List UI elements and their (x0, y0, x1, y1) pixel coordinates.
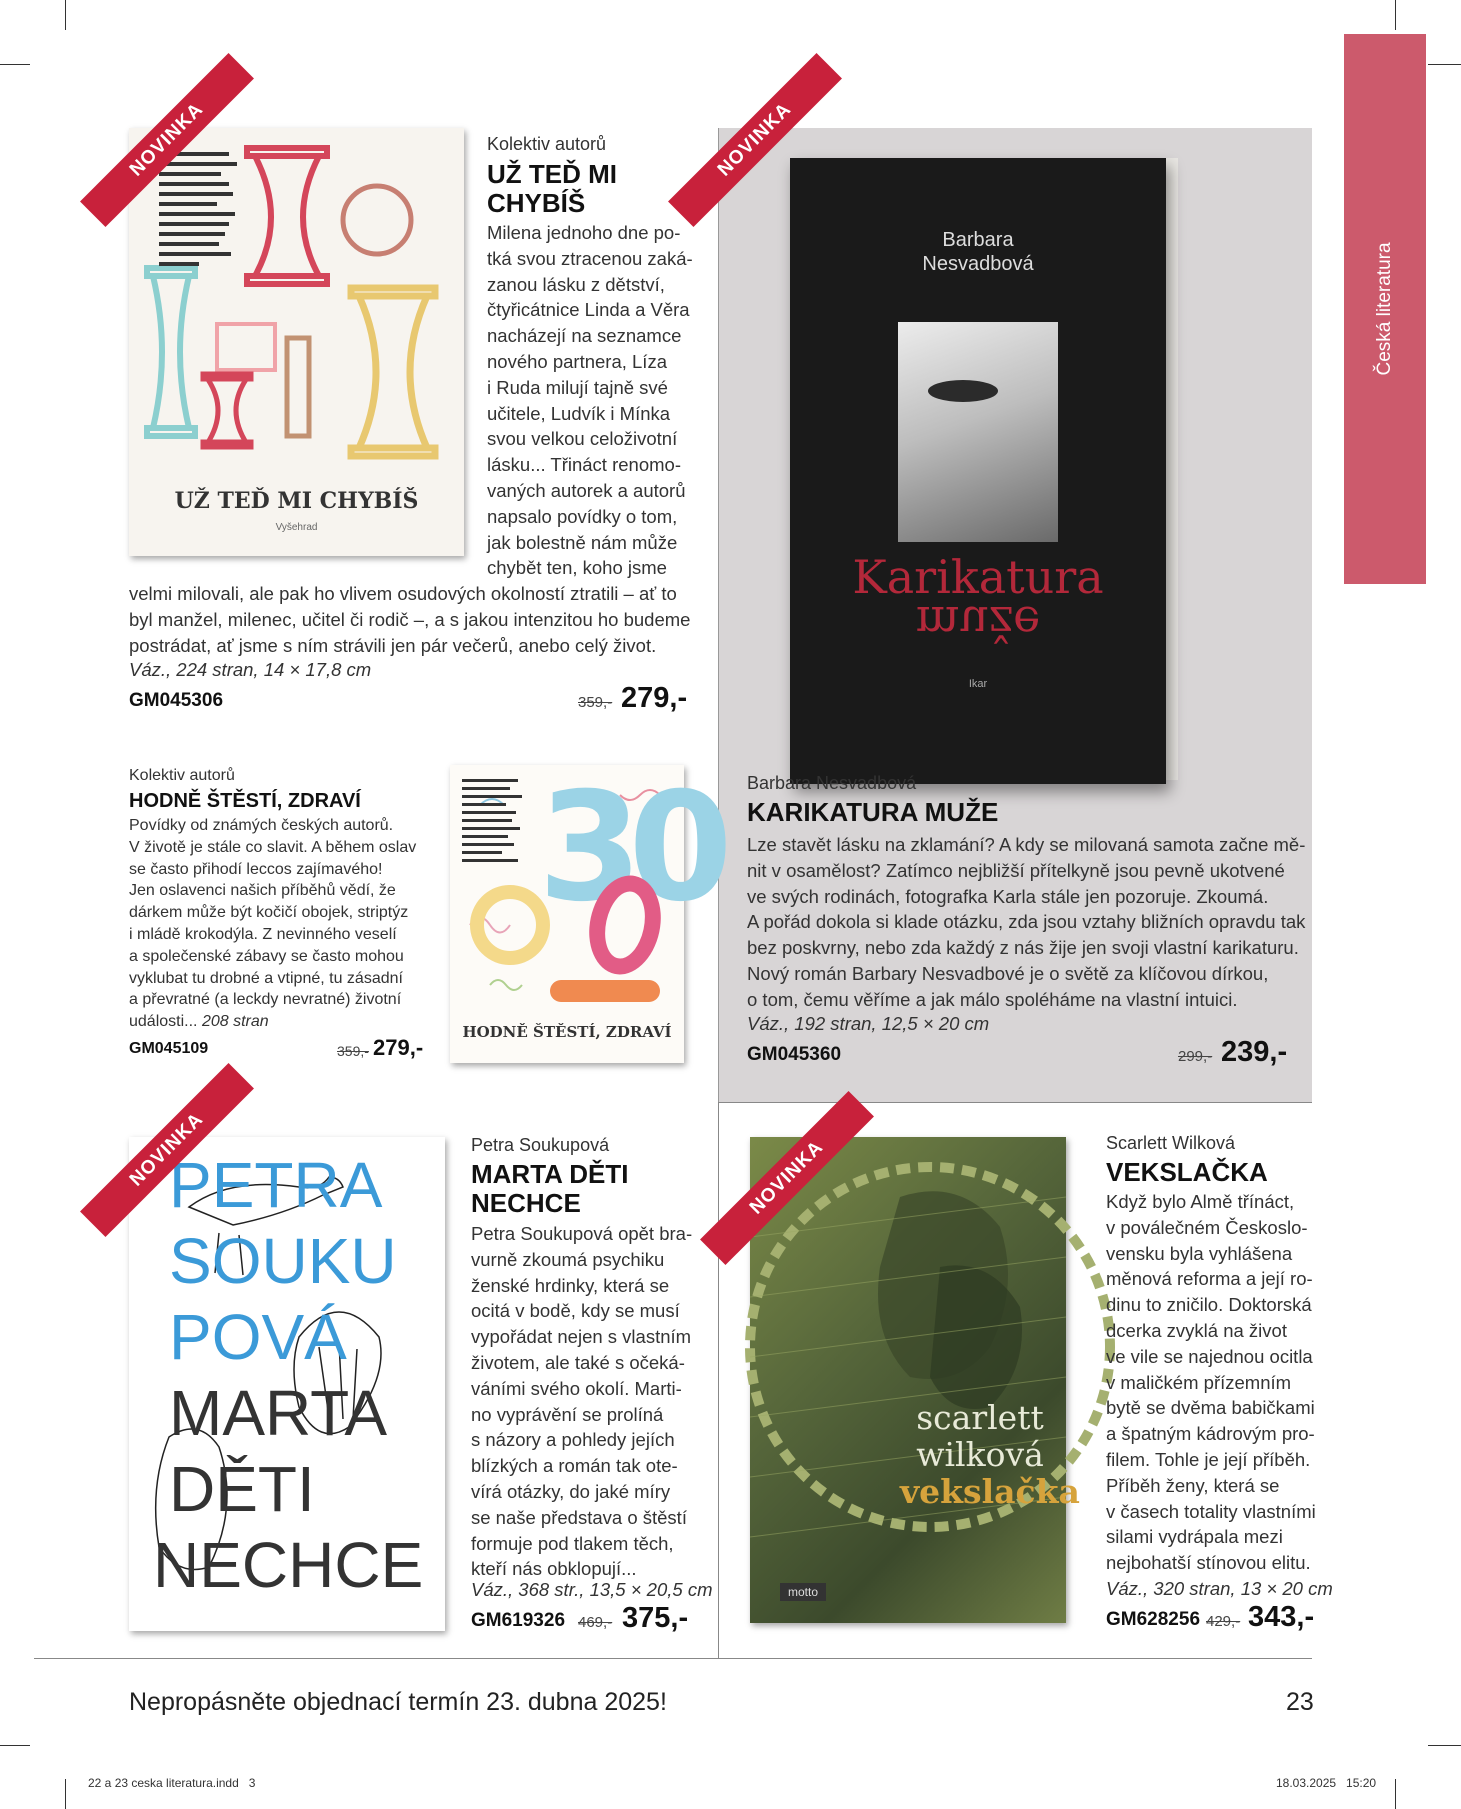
book-description (129, 815, 429, 1033)
cover-publisher: Ikar (968, 678, 988, 690)
description-line: Příběh ženy, která se (1106, 1474, 1280, 1496)
description-line: o tom, čemu věříme a jak málo spoléháme na vlastní intuici. (747, 988, 1238, 1010)
crop-mark (0, 64, 30, 65)
cover-lips (928, 380, 998, 402)
description-line: i mládě krokodýla. Z nevinného veselí (129, 925, 397, 943)
book-author: Kolektiv autorů (487, 134, 607, 154)
cover-photo (898, 322, 1058, 542)
section-tab-label: Česká literatura (1374, 242, 1395, 376)
cover-publisher: motto (780, 1583, 826, 1601)
description-line: napsalo povídky o tom, (487, 505, 678, 527)
cover-circle (470, 885, 550, 965)
price: 279,- (373, 1035, 424, 1060)
description-line: A pořád dokola si klade otázku, zda jsou vztahy bližních opravdu tak (747, 911, 1306, 933)
book-cover[interactable] (790, 158, 1178, 788)
book-meta: Váz., 192 stran, 12,5 × 20 cm (747, 1013, 990, 1034)
price: 239,- (1221, 1036, 1288, 1068)
book-title-line: NECHCE (471, 1188, 581, 1218)
cover-title-line: POVÁ (169, 1301, 347, 1373)
crop-mark (0, 1745, 30, 1746)
description-line: čtyřicátnice Linda a Věra (487, 299, 690, 321)
description-line: vurně zkoumá psychiku (471, 1248, 665, 1270)
product-code: GM628256 (1106, 1609, 1201, 1630)
cover-number-text: 30 (538, 761, 719, 935)
description-line: V životě je stále co slavit. A během oslav (129, 838, 417, 856)
product-code: GM045109 (129, 1040, 209, 1057)
description-line: vaných autorek a autorů (487, 479, 686, 501)
book-description (471, 1221, 701, 1582)
old-price: 469,- (578, 1614, 613, 1631)
book-author: Barbara Nesvadbová (747, 773, 917, 793)
crop-mark (65, 0, 66, 30)
description-line: formuje pod tlakem těch, (471, 1532, 674, 1554)
column-divider (718, 128, 719, 1102)
description-line: tká svou ztracenou zaká- (487, 247, 693, 269)
cover-title: HODNĚ ŠTĚSTÍ, ZDRAVÍ (462, 1023, 672, 1041)
footer-rule (34, 1658, 1312, 1659)
novinka-badge (104, 86, 234, 216)
cover-title (790, 550, 1166, 650)
old-price: 359,- (578, 694, 613, 711)
description-line: vyklubat tu drobné a vtipné, tu zásadní (129, 969, 403, 987)
description-line: lásku... Třináct renomo- (487, 454, 681, 476)
description-line: byl manžel, milenec, učitel či rodič –, a s jakou intenzitou ho budeme (129, 608, 691, 630)
product-code: GM619326 (471, 1610, 566, 1631)
cover-author-line: Nesvadbová (922, 253, 1034, 275)
book-title: KARIKATURA MUŽE (747, 797, 999, 827)
description-line: Povídky od známých českých autorů. (129, 817, 394, 834)
cover-title-line: DĚTI (169, 1453, 315, 1525)
description-line: postrádat, ať jsme s ním strávili jen pár večerů, anebo celý život. (129, 634, 657, 656)
novinka-badge (692, 86, 822, 216)
cover-title-line: SOUKU (169, 1225, 397, 1297)
description-text: události... (129, 1013, 198, 1031)
description-line: vypořádat nejen s vlastním (471, 1326, 692, 1348)
description-line: ve vile se najednou ocitla (1106, 1345, 1313, 1367)
description-line: jak bolestně nám může (487, 531, 678, 553)
slug-date: 18.03.2025 15:20 (1276, 1776, 1377, 1790)
description-line: silami vydrápala mezi (1106, 1526, 1283, 1548)
cover-title-line: NECHCE (153, 1529, 424, 1601)
price: 343,- (1248, 1601, 1315, 1633)
novinka-badge (724, 1124, 854, 1254)
crop-mark (1428, 1745, 1461, 1746)
book-author: Kolektiv autorů (129, 767, 235, 784)
book-author: Petra Soukupová (471, 1135, 610, 1155)
description-line: váními svého okolí. Marti- (471, 1377, 682, 1399)
cover-title: UŽ TEĎ MI CHYBÍŠ (174, 488, 419, 514)
description-line (129, 1011, 429, 1033)
cover-squiggle (550, 980, 660, 1002)
book-title-line: UŽ TEĎ MI (487, 159, 617, 189)
book-description (747, 832, 1307, 1013)
description-line: dcerka zvyklá na život (1106, 1319, 1287, 1341)
book-title: HODNĚ ŠTĚSTÍ, ZDRAVÍ (129, 790, 361, 812)
description-line: s názory a pohledy jejích (471, 1429, 675, 1451)
novinka-badge (104, 1096, 234, 1226)
crop-mark (1395, 1779, 1396, 1809)
product-code: GM045306 (129, 690, 224, 711)
book-title (487, 160, 617, 218)
novinka-badge-label: NOVINKA (700, 1091, 874, 1265)
description-line: Jen oslavenci našich příběhů vědí, že (129, 882, 396, 900)
description-line: ocitá v bodě, kdy se musí (471, 1300, 680, 1322)
description-line: Lze stavět lásku na zklamání? A kdy se milovaná samota začne mě- (747, 834, 1306, 855)
book-title-line: MARTA DĚTI (471, 1159, 629, 1189)
description-line: se často přihodí leccos zajímavého! (129, 860, 383, 878)
old-price: 359,- (337, 1043, 369, 1059)
novinka-badge-label: NOVINKA (80, 53, 254, 227)
description-line: nejbohatší stínovou elitu. (1106, 1552, 1311, 1574)
description-line: a převratné (a leckdy nevratné) životní (129, 991, 402, 1009)
price: 279,- (621, 682, 688, 714)
description-line: Petra Soukupová opět bra- (471, 1223, 693, 1244)
description-line: dárkem může být kočičí obojek, striptýz (129, 904, 409, 922)
description-line: vensku byla vyhlášena (1106, 1242, 1293, 1264)
description-line: bez poskvrny, nebo zda každý z nás žije jen svoji vlastní karikaturu. (747, 937, 1299, 959)
crop-mark (1395, 0, 1396, 30)
description-line: nacházejí na seznamce (487, 325, 682, 347)
description-line: chybět ten, koho jsme (487, 557, 667, 579)
book-description-wide (129, 581, 709, 658)
description-line: a společenské zábavy se často mohou (129, 947, 404, 965)
description-line: v poválečném Českoslo- (1106, 1216, 1308, 1238)
cover-title (900, 1398, 1080, 1511)
description-line: ve svých rodinách, fotografka Karla stále jen pozoruje. Zkoumá. (747, 885, 1269, 907)
description-line: no vyprávění se prolíná (471, 1403, 664, 1425)
description-line: i Ruda milují tajně své (487, 376, 668, 398)
book-meta: 208 stran (201, 1013, 269, 1031)
book-title (471, 1160, 628, 1218)
book-description (1106, 1189, 1326, 1576)
description-line: Milena jednoho dne po- (487, 222, 681, 243)
page-number: 23 (1286, 1688, 1314, 1716)
cover-publisher: Vyšehrad (275, 522, 318, 533)
description-line: kteří nás obklopují... (471, 1558, 637, 1580)
book-description (487, 220, 697, 581)
book-meta: Váz., 224 stran, 14 × 17,8 cm (129, 659, 372, 680)
description-line: zanou lásku z dětství, (487, 273, 665, 295)
old-price: 429,- (1206, 1613, 1241, 1630)
book-title: VEKSLAČKA (1106, 1157, 1268, 1187)
description-line: dinu to zničilo. Doktorská (1106, 1294, 1312, 1316)
order-deadline-notice: Nepropásněte objednací termín 23. dubna 2025! (129, 1688, 667, 1716)
cover-title-line: MARTA (169, 1377, 388, 1449)
description-line: Nový román Barbary Nesvadbové je o světě za klíčovou dírkou, (747, 962, 1269, 984)
cover-title-line: muže (915, 596, 1041, 650)
price: 375,- (622, 1602, 689, 1634)
product-code: GM045360 (747, 1044, 842, 1065)
description-line: se naše představa o štěstí (471, 1506, 687, 1528)
cover-author-line: Barbara (942, 229, 1014, 251)
description-line: životem, ale také s očeká- (471, 1351, 685, 1373)
cover-title-line: Karikatura (852, 550, 1104, 604)
description-line: vírá otázky, do jaké míry (471, 1480, 671, 1502)
description-line: blízkých a román tak ote- (471, 1455, 678, 1477)
description-line: Když bylo Almě třínáct, (1106, 1191, 1295, 1212)
cover-title-line: vekslačka (900, 1472, 1080, 1511)
description-line: filem. Tohle je její příběh. (1106, 1448, 1311, 1470)
cover-title-line: scarlett (916, 1398, 1044, 1437)
cover-front (790, 158, 1166, 784)
description-line: velmi milovali, ale pak ho vlivem osudových okolností ztratili – ať to (129, 583, 677, 604)
description-line: svou velkou celoživotní (487, 428, 678, 450)
description-line: v časech totality vlastními (1106, 1500, 1316, 1522)
novinka-badge-label: NOVINKA (80, 1063, 254, 1237)
description-line: učitele, Ludvík i Mínka (487, 402, 671, 424)
slug-filename: 22 a 23 ceska literatura.indd 3 (88, 1776, 256, 1790)
book-cover[interactable] (450, 761, 719, 1063)
old-price: 299,- (1178, 1048, 1213, 1065)
cover-title-line: wilková (916, 1435, 1044, 1474)
section-tab (1344, 34, 1426, 584)
description-line: v maličkém přízemním (1106, 1371, 1292, 1393)
cover-author (790, 228, 1166, 276)
book-meta: Váz., 368 str., 13,5 × 20,5 cm (471, 1579, 713, 1600)
book-title-line: CHYBÍŠ (487, 188, 586, 218)
description-line: ženské hrdinky, která se (471, 1274, 670, 1296)
description-line: a špatným kádrovým pro- (1106, 1423, 1315, 1445)
novinka-badge-label: NOVINKA (668, 53, 842, 227)
description-line: měnová reforma a její ro- (1106, 1268, 1313, 1290)
description-line: nového partnera, Líza (487, 350, 667, 372)
description-line: bytě se dvěma babičkami (1106, 1397, 1315, 1419)
description-line: nit v osamělost? Zatímco nejbližší přítelkyně jsou pevně ukotvené (747, 859, 1285, 881)
column-divider (718, 1102, 719, 1658)
book-meta: Váz., 320 stran, 13 × 20 cm (1106, 1578, 1333, 1599)
crop-mark (1428, 64, 1461, 65)
book-author: Scarlett Wilková (1106, 1133, 1236, 1153)
crop-mark (65, 1779, 66, 1809)
cover-title-line: PETRA (169, 1149, 383, 1221)
row-divider (718, 1102, 1312, 1103)
